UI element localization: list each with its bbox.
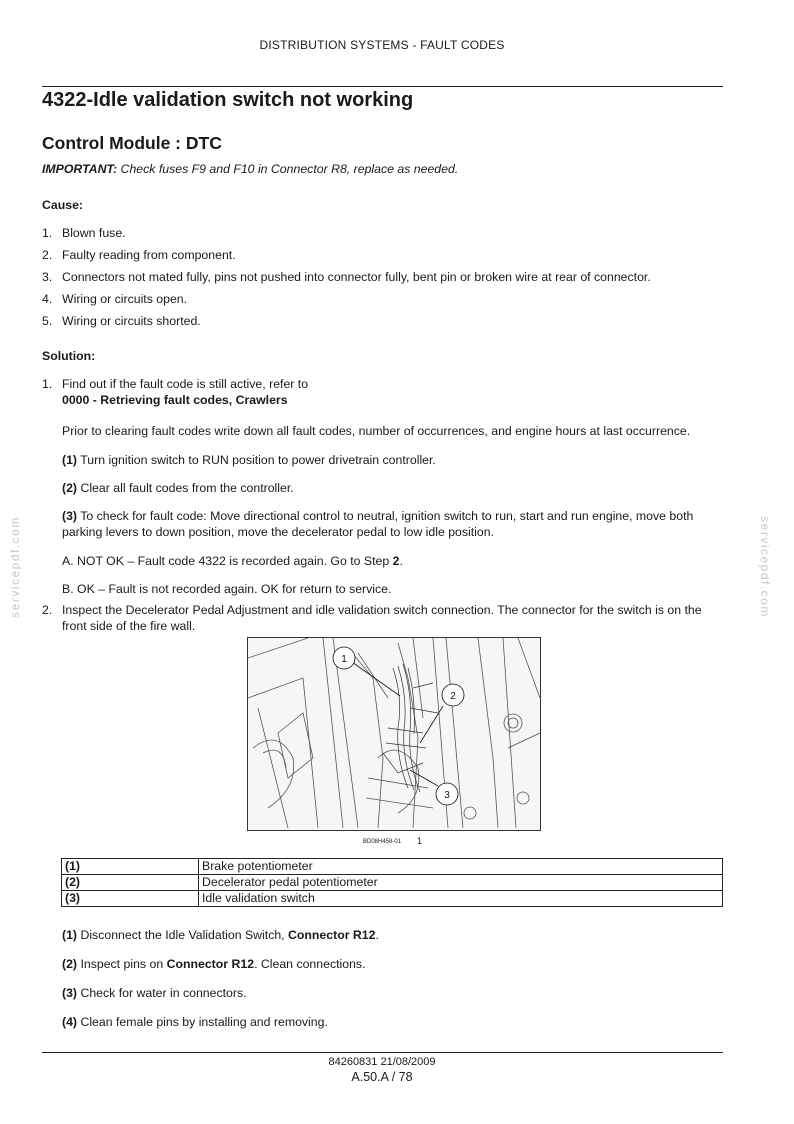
footer-page-number: A.50.A / 78	[351, 1070, 413, 1084]
footer-rule	[42, 1052, 723, 1053]
page-header: DISTRIBUTION SYSTEMS - FAULT CODES	[259, 38, 505, 52]
check-step-1: (1) Disconnect the Idle Validation Switch, Connector R12.	[62, 928, 379, 942]
cause-heading: Cause:	[42, 198, 84, 212]
figure-number: 1	[417, 836, 423, 846]
check-step-2: (2) Inspect pins on Connector R12. Clean connections.	[62, 957, 366, 971]
important-text: Check fuses F9 and F10 in Connector R8, replace as needed.	[117, 162, 459, 176]
callout-2: 2	[450, 691, 456, 702]
step-1-option-b: B. OK – Fault is not recorded again. OK for return to service.	[62, 582, 392, 596]
cause-item: 3. Connectors not mated fully, pins not pushed into connector fully, bent pin or broken wire at rear of connector.	[42, 270, 651, 284]
callout-3: 3	[444, 790, 450, 801]
solution-heading: Solution:	[42, 349, 96, 363]
check-step-4: (4) Clean female pins by installing and removing.	[62, 1015, 328, 1029]
table-row: (3) Idle validation switch	[62, 891, 723, 907]
step-2: 2. Inspect the Decelerator Pedal Adjustment and idle validation switch connection. The connector for the switch is on the front side of the fire wall.	[42, 603, 702, 633]
figure-id: BD08H458-01	[363, 839, 402, 845]
figure-photo	[247, 637, 541, 831]
step-1-prior-note: Prior to clearing fault codes write down all fault codes, number of occurrences, and engine hours at last occurrence.	[62, 424, 691, 438]
page-title: 4322-Idle validation switch not working	[42, 89, 414, 111]
header-rule	[42, 86, 723, 87]
table-row: (2) Decelerator pedal potentiometer	[62, 875, 723, 891]
step-1-sub-3: (3) To check for fault code: Move directional control to neutral, ignition switch to run, start and run engine, move both parking levers to down position, move the decelerator pedal to low idle position.	[62, 509, 694, 539]
callout-1: 1	[341, 654, 347, 665]
step-1-reference: 0000 - Retrieving fault codes, Crawlers	[62, 393, 288, 407]
watermark-left: servicepdf.com	[7, 516, 22, 618]
footer-doc-number: 84260831 21/08/2009	[328, 1056, 436, 1068]
cause-item: 1. Blown fuse.	[42, 226, 126, 240]
cause-item: 5. Wiring or circuits shorted.	[42, 314, 201, 328]
section-title: Control Module : DTC	[42, 133, 222, 153]
legend-table	[61, 858, 723, 907]
cause-item: 2. Faulty reading from component.	[42, 248, 236, 262]
step-1-sub-1: (1) Turn ignition switch to RUN position to power drivetrain controller.	[62, 453, 436, 467]
figure-illustration	[248, 638, 540, 830]
important-label: IMPORTANT:	[42, 162, 118, 176]
step-1-sub-2: (2) Clear all fault codes from the controller.	[62, 481, 294, 495]
step-1-option-a: A. NOT OK – Fault code 4322 is recorded again. Go to Step 2.	[62, 554, 403, 568]
cause-item: 4. Wiring or circuits open.	[42, 292, 188, 306]
important-note	[42, 161, 458, 177]
check-step-3: (3) Check for water in connectors.	[62, 986, 247, 1000]
table-row: (1) Brake potentiometer	[62, 859, 723, 875]
watermark-right: servicepdf.com	[757, 516, 772, 618]
step-1: 1. Find out if the fault code is still active, refer to	[42, 377, 309, 391]
